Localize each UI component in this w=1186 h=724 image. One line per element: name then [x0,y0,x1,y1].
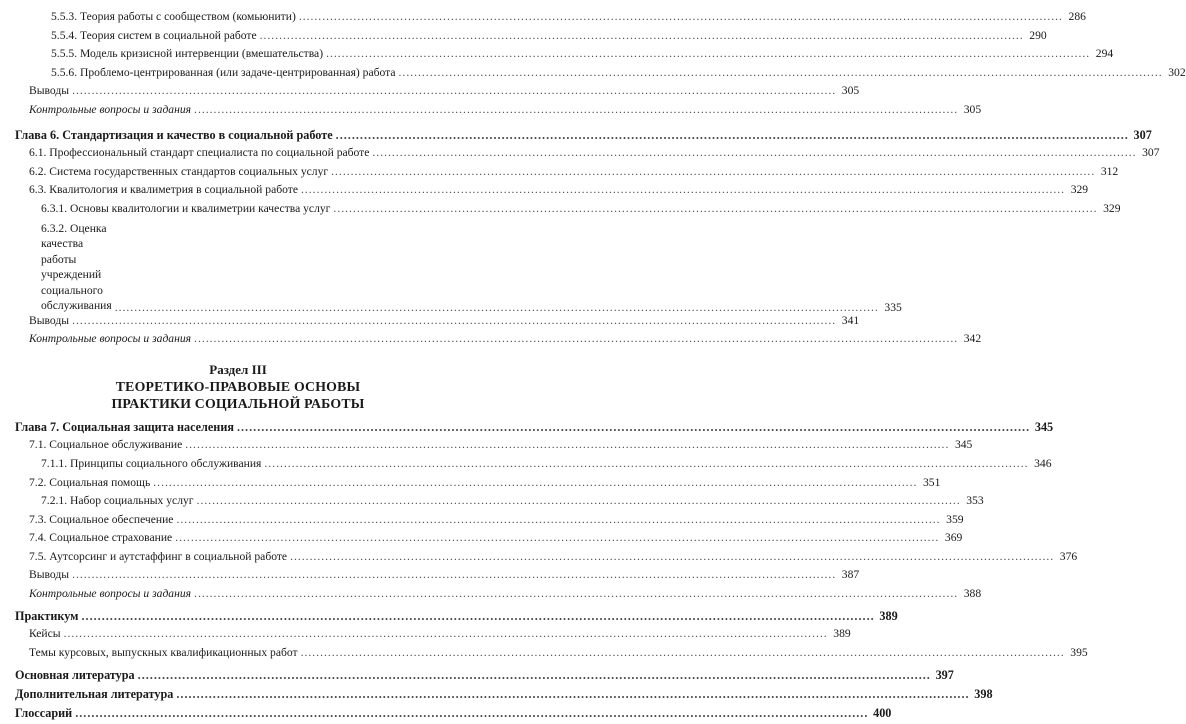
toc-entry[interactable] [15,164,1119,184]
leader-dots [75,706,868,721]
toc-page-number: 395 [1070,645,1088,659]
leader-dots [194,587,958,600]
leader-dots [72,314,836,327]
toc-page-number: 341 [841,313,860,327]
chapter-title: Глава 6. Стандартизация и качество в социальной работе [15,127,333,142]
leader-dots [72,568,836,581]
toc-entry[interactable] [15,645,1088,665]
toc-conclusions[interactable] [15,313,860,333]
toc-conclusions[interactable] [15,84,860,103]
toc-page-number: 302 [1168,65,1186,79]
toc-entry[interactable] [15,512,964,532]
toc-page-number: 389 [879,608,898,623]
toc-page-number: 335 [884,300,902,314]
toc-main-literature[interactable] [15,668,954,687]
toc-entry-text: 7.2.1. Набор социальных услуг [41,494,194,508]
toc-entry-text: Контрольные вопросы и задания [29,587,192,601]
leader-dots [399,66,1163,79]
toc-entry[interactable] [15,10,1086,29]
leader-dots [299,10,1063,23]
toc-page-number: 305 [841,84,860,98]
toc-entry[interactable] [15,627,851,646]
chapter-title: Основная литература [15,668,135,683]
leader-dots [72,84,836,97]
toc-page-number: 346 [1034,456,1052,470]
leader-dots [333,202,1097,215]
toc-entry-text: 6.2. Система государственных стандартов социальных услуг [29,164,329,178]
toc-entry-text: 6.3.2. Оценка качества работы учреждений социального обслуживания [41,221,112,313]
leader-dots [176,687,969,702]
leader-dots [81,609,874,624]
leader-dots [64,627,828,640]
leader-dots [194,332,958,345]
leader-dots [194,103,958,116]
toc-entry[interactable] [15,531,963,550]
toc-glossary[interactable] [15,705,892,724]
toc-page-number: 359 [946,512,964,526]
toc-entry-text: Контрольные вопросы и задания [29,332,192,346]
leader-dots [153,476,917,489]
toc-page-number: 387 [841,568,860,582]
leader-dots [301,183,1065,196]
toc-page-number: 376 [1059,549,1078,563]
toc-practicum[interactable] [15,608,898,628]
toc-page-number: 290 [1029,28,1047,42]
leader-dots [185,438,949,451]
toc-page-number: 329 [1103,201,1121,215]
toc-page-number: 305 [963,102,982,116]
toc-entry[interactable] [15,456,1052,476]
toc-conclusions[interactable] [15,568,860,587]
toc-entry-text: 5.5.3. Теория работы с сообществом (комьюнити) [51,10,296,23]
toc-page-number: 388 [963,587,982,601]
toc-page-number: 398 [974,687,993,702]
toc-entry[interactable] [15,494,984,513]
toc-page-number: 294 [1095,47,1114,61]
leader-dots [331,165,1095,178]
toc-entry[interactable] [15,65,1186,85]
toc-entry-text: 5.5.6. Проблемо-центрированная (или задаче-центрированная) работа [51,65,396,79]
toc-chapter-7[interactable] [15,419,1054,439]
leader-dots [301,646,1065,659]
toc-entry-text: 5.5.4. Теория систем в социальной работе [51,28,257,42]
chapter-title: Практикум [15,608,79,623]
toc-page-number: 353 [966,494,984,508]
toc-entry[interactable] [15,438,973,457]
toc-entry-text: Контрольные вопросы и задания [29,102,192,116]
toc-entry[interactable] [15,475,941,495]
toc-page-number: 397 [935,668,954,683]
toc-page-number: 312 [1100,164,1119,178]
toc-entry[interactable] [15,221,902,314]
toc-page-number: 345 [1034,419,1054,434]
toc-page-number: 307 [1142,146,1160,160]
chapter-title: Глоссарий [15,705,73,720]
leader-dots [264,457,1028,470]
toc-entry[interactable] [15,47,1114,66]
section-label: Раздел III [209,361,267,377]
toc-page-number: 389 [833,627,851,641]
leader-dots [260,29,1024,42]
toc-entry-text: 7.1.1. Принципы социального обслуживания [41,456,262,470]
toc-entry-text: Выводы [29,313,70,327]
section-title-line-1: ТЕОРЕТИКО-ПРАВОВЫЕ ОСНОВЫ [115,378,361,394]
toc-entry-text: Кейсы [29,627,61,641]
leader-dots [197,494,961,507]
toc-page-number: 400 [873,705,892,720]
toc-entry-text: 7.1. Социальное обслуживание [29,438,183,452]
toc-extra-literature[interactable] [15,687,993,706]
toc-entry[interactable] [15,28,1047,48]
toc-questions[interactable] [15,587,982,606]
toc-entry-text: 6.3. Квалитология и квалиметрия в социальной работе [29,183,298,197]
toc-page-number: 369 [944,531,963,545]
toc-page-number: 351 [922,475,941,489]
toc-entry-text: 7.2. Социальная помощь [29,475,151,489]
leader-dots [138,668,931,683]
toc-entry[interactable] [15,183,1089,202]
chapter-title: Глава 7. Социальная защита населения [15,419,234,434]
leader-dots [326,47,1090,60]
section-heading [15,361,461,412]
leader-dots [290,550,1054,563]
leader-dots [115,301,879,314]
toc-page-number: 307 [1133,127,1152,142]
toc-entry-text: Выводы [29,568,70,582]
leader-dots [336,128,1129,143]
toc-page-number: 329 [1070,183,1089,197]
toc-page-number: 345 [954,438,973,452]
toc-entry-text: 7.4. Социальное страхование [29,531,173,545]
toc-entry[interactable] [15,201,1121,221]
leader-dots [237,420,1030,435]
leader-dots [176,513,940,526]
toc-entry-text: 5.5.5. Модель кризисной интервенции (вмешательства) [51,47,324,61]
toc-entry-text: Темы курсовых, выпускных квалификационных работ [29,645,298,659]
toc-entry[interactable] [15,146,1160,165]
leader-dots [175,531,939,544]
toc-questions[interactable] [15,102,982,122]
toc-page-number: 286 [1068,10,1086,23]
toc-entry-text: 6.3.1. Основы квалитологии и квалиметрии качества услуг [41,201,331,215]
chapter-title: Дополнительная литература [15,687,174,702]
toc-entry[interactable] [15,549,1078,569]
toc-entry-text: 6.1. Профессиональный стандарт специалиста по социальной работе [29,146,370,160]
toc-chapter-6[interactable] [15,127,1152,147]
section-title-line-2: ПРАКТИКИ СОЦИАЛЬНОЙ РАБОТЫ [111,395,365,411]
toc-entry-text: 7.5. Аутсорсинг и аутстаффинг в социальной работе [29,549,288,563]
toc-entry-text: 7.3. Социальное обеспечение [29,512,174,526]
leader-dots [372,146,1136,159]
toc-page-number: 342 [963,332,982,346]
toc-entry-text: Выводы [29,84,70,98]
toc-questions[interactable] [15,332,982,351]
